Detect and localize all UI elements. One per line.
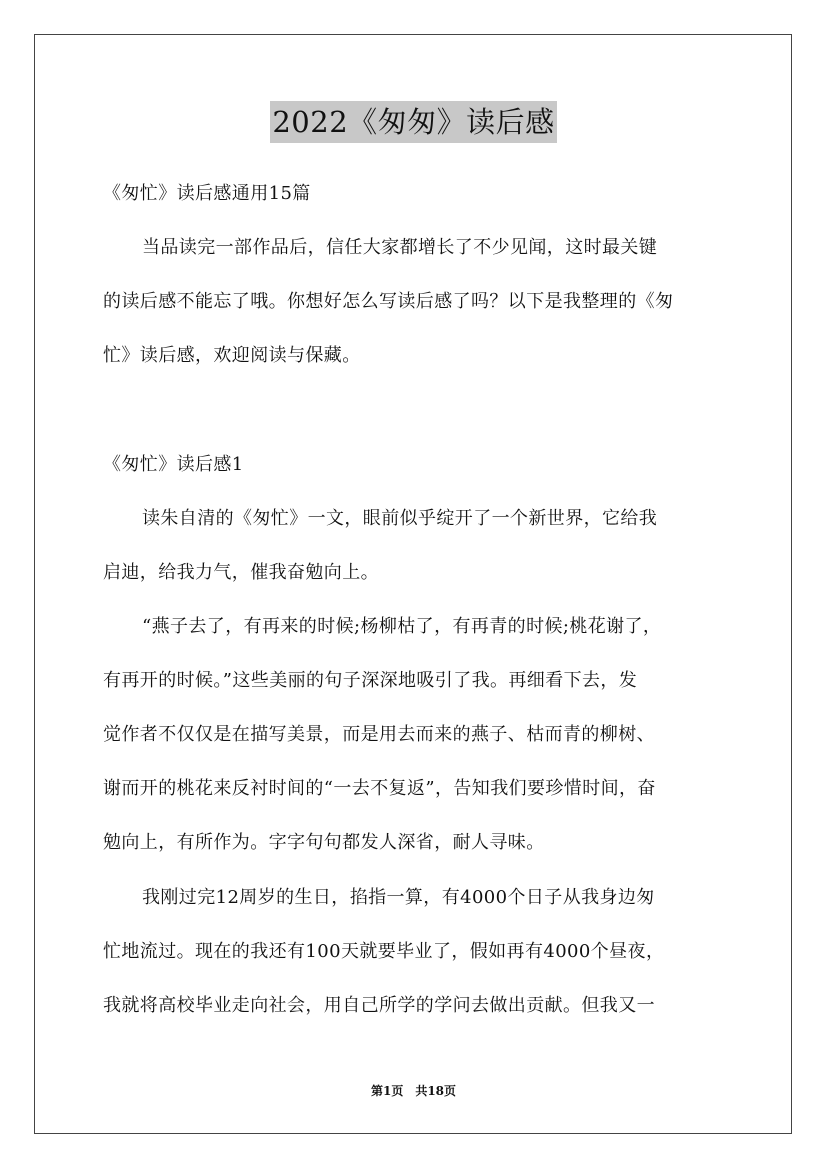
paragraph2-line-2: 有再开的时候。”这些美丽的句子深深地吸引了我。再细看下去，发 — [103, 670, 638, 691]
page-footer: 第1页 共18页 — [370, 1084, 457, 1098]
paragraph3-line-1: 我刚过完12周岁的生日，掐指一算，有4000个日子从我身边匆 — [142, 887, 655, 908]
document-title: 2022《匆匆》读后感 — [270, 101, 556, 143]
paragraph2-line-4: 谢而开的桃花来反衬时间的“一去不复返”，告知我们要珍惜时间，奋 — [103, 778, 656, 799]
paragraph2-line-1: “燕子去了，有再来的时候;杨柳枯了，有再青的时候;桃花谢了， — [142, 616, 662, 637]
paragraph2-line-5: 勉向上，有所作为。字字句句都发人深省，耐人寻味。 — [103, 832, 545, 853]
title-container — [0, 101, 827, 143]
intro-line-1: 当品读完一部作品后，信任大家都增长了不少见闻，这时最关键 — [142, 237, 658, 258]
document-subtitle: 《匆忙》读后感通用15篇 — [103, 183, 311, 204]
paragraph1-line-1: 读朱自清的《匆忙》一文，眼前似乎绽开了一个新世界，它给我 — [142, 508, 658, 529]
section-heading: 《匆忙》读后感1 — [103, 454, 244, 475]
paragraph3-line-3: 我就将高校毕业走向社会，用自己所学的学问去做出贡献。但我又一 — [103, 995, 655, 1016]
intro-line-3: 忙》读后感，欢迎阅读与保藏。 — [103, 345, 361, 366]
intro-line-2: 的读后感不能忘了哦。你想好怎么写读后感了吗？以下是我整理的《匆 — [103, 291, 674, 312]
paragraph1-line-2: 启迪，给我力气，催我奋勉向上。 — [103, 562, 379, 583]
paragraph3-line-2: 忙地流过。现在的我还有100天就要毕业了，假如再有4000个昼夜， — [103, 941, 665, 962]
paragraph2-line-3: 觉作者不仅仅是在描写美景，而是用去而来的燕子、枯而青的柳树、 — [103, 724, 655, 745]
